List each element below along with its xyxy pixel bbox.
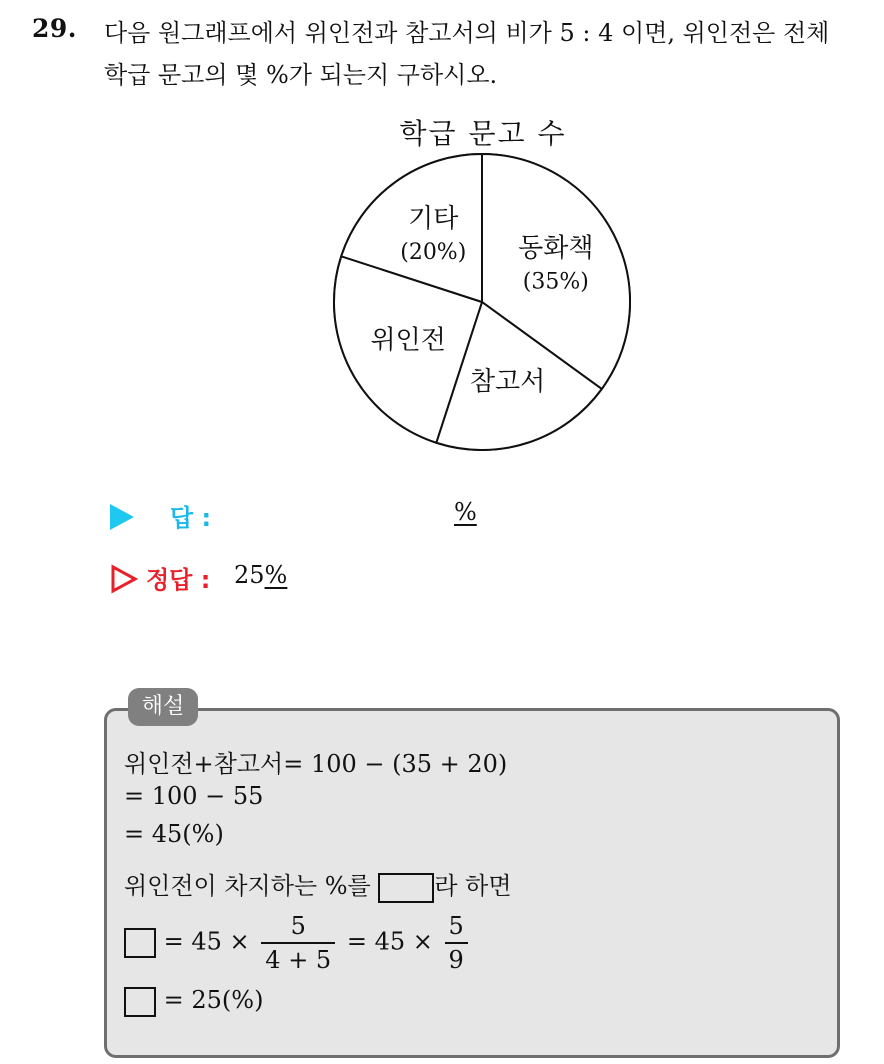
answer-label: 답 : xyxy=(170,504,212,532)
pie-slice-label: 동화책 xyxy=(518,233,594,264)
correct-answer-value xyxy=(234,561,287,589)
fraction-5-over-9 xyxy=(445,910,468,976)
outline-triangle-icon xyxy=(110,564,138,594)
unknown-box xyxy=(124,987,156,1017)
answer-unit: % xyxy=(454,498,477,526)
solution-expr-a: = 45 × xyxy=(163,927,250,956)
question-number: 29. xyxy=(32,14,77,43)
solution-line-6 xyxy=(124,986,263,1017)
fraction-numerator: 5 xyxy=(445,910,468,944)
fraction-numerator: 5 xyxy=(261,910,335,944)
fraction-denominator: 4 + 5 xyxy=(265,946,332,974)
solution-expr-b: = 45 × xyxy=(346,927,433,956)
correct-answer-unit: % xyxy=(264,561,288,589)
solution-line-4-suffix: 라 하면 xyxy=(434,872,512,900)
solution-line-4 xyxy=(124,866,512,903)
question-text xyxy=(104,12,874,96)
explanation-tag: 해설 xyxy=(128,688,198,726)
pie-slice-percent-label: (20%) xyxy=(400,239,467,265)
play-triangle-icon xyxy=(110,504,134,530)
pie-slice-label: 기타 xyxy=(408,203,459,234)
correct-answer-number: 25 xyxy=(234,561,265,589)
fraction-denominator: 9 xyxy=(448,946,464,974)
solution-line-4-text: 위인전이 차지하는 %를 xyxy=(124,872,371,900)
unknown-box xyxy=(378,873,434,903)
pie-chart xyxy=(330,150,640,460)
solution-line-1: 위인전+참고서= 100 − (35 + 20) xyxy=(124,750,508,778)
question-line-1: 다음 원그래프에서 위인전과 참고서의 비가 5 : 4 이면, 위인전은 전체 xyxy=(104,19,830,47)
pie-slice-label: 위인전 xyxy=(370,325,446,356)
chart-title: 학급 문고 수 xyxy=(399,117,567,150)
solution-line-2: = 100 − 55 xyxy=(124,782,264,810)
answer-row xyxy=(110,496,810,536)
fraction-5-over-4-plus-5 xyxy=(261,910,335,976)
correct-answer-row xyxy=(110,558,810,598)
question-line-2: 학급 문고의 몇 %가 되는지 구하시오. xyxy=(104,61,498,89)
solution-line-5 xyxy=(124,910,472,976)
correct-answer-label: 정답 : xyxy=(146,566,211,594)
solution-result: = 25(%) xyxy=(163,986,264,1014)
pie-slice-percent-label: (35%) xyxy=(522,269,589,295)
solution-line-3: = 45(%) xyxy=(124,820,224,848)
unknown-box xyxy=(124,928,156,958)
pie-slice-label: 참고서 xyxy=(469,366,546,397)
